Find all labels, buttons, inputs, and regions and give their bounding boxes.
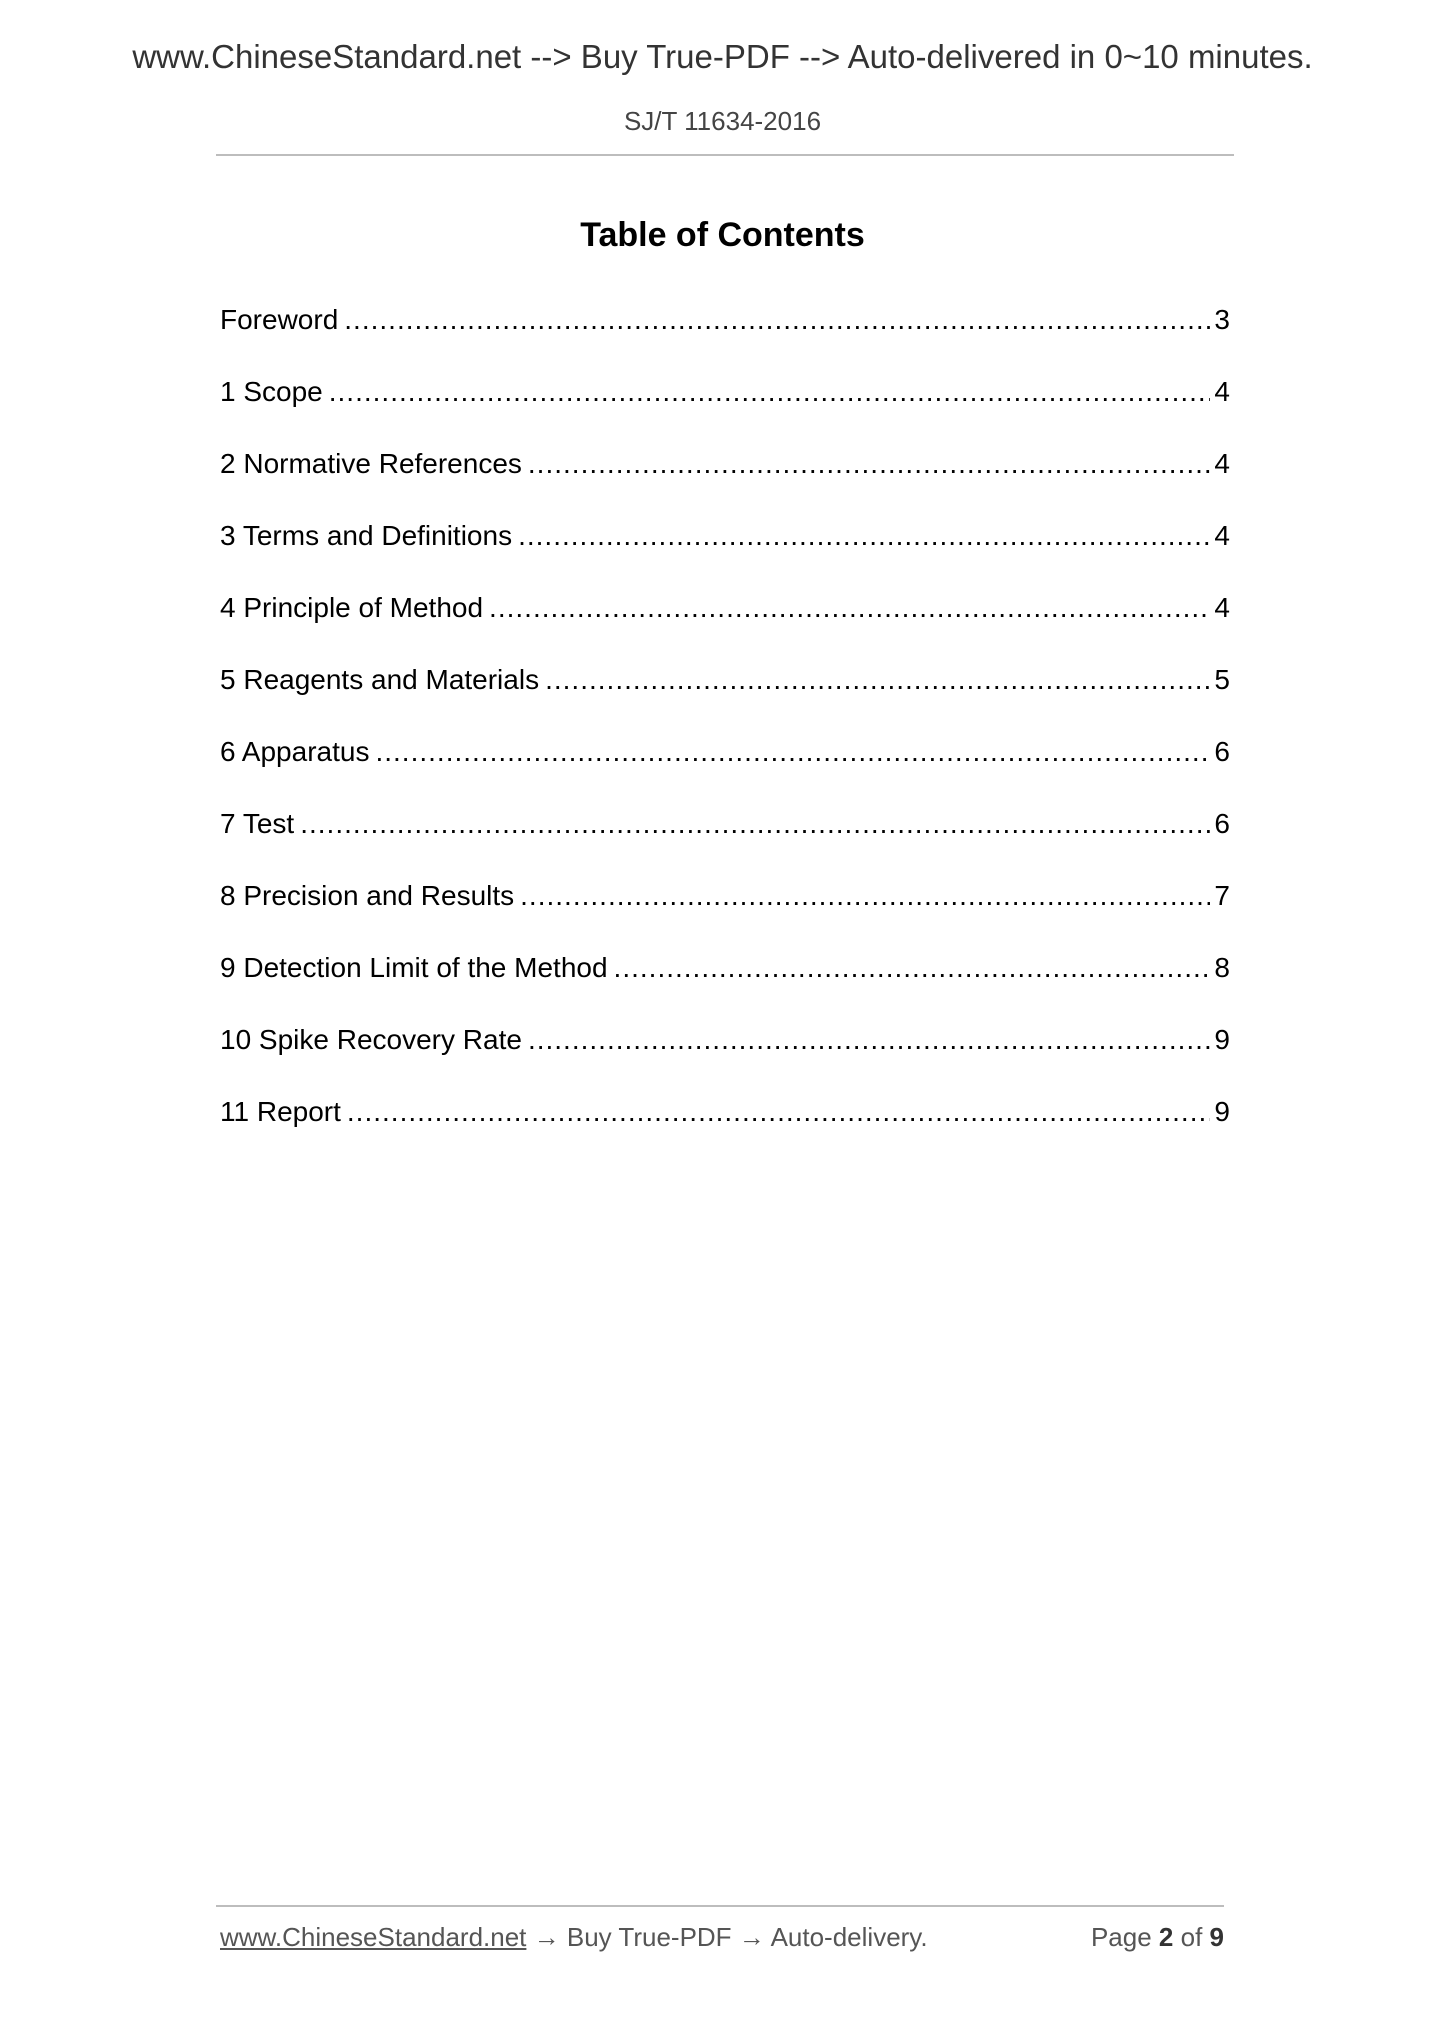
page-footer [220,1922,1224,1962]
total-page-count: 9 [1209,1922,1224,1952]
toc-entry-page: 4 [1214,520,1230,551]
toc-entry-precision-and-results[interactable] [220,876,1230,948]
toc-entry-label: 10 Spike Recovery Rate [220,1024,522,1055]
toc-entry-foreword[interactable] [220,300,1230,372]
toc-entry-label: 2 Normative References [220,448,522,479]
toc-entry-test[interactable] [220,804,1230,876]
toc-entry-page: 4 [1214,376,1230,407]
header-divider [216,154,1234,156]
page-indicator [1091,1922,1224,1953]
toc-entry-detection-limit[interactable] [220,948,1230,1020]
current-page-number: 2 [1158,1922,1174,1952]
footer-site-link[interactable]: www.ChineseStandard.net [220,1922,527,1952]
footer-promo [220,1922,928,1953]
toc-entry-spike-recovery-rate[interactable] [220,1020,1230,1092]
footer-tagline: → Buy True-PDF → Auto-delivery. [526,1922,928,1952]
toc-entry-label: 11 Report [220,1096,341,1127]
dot-leader [528,1020,1210,1060]
toc-title: Table of Contents [580,216,865,254]
toc-entry-label: 3 Terms and Definitions [220,520,513,551]
toc-entry-page: 8 [1214,952,1230,983]
footer-divider [216,1905,1224,1907]
dot-leader [329,372,1211,412]
toc-entry-label: 7 Test [220,808,295,839]
toc-entry-page: 5 [1214,664,1230,695]
of-word: of [1180,1922,1203,1952]
toc-entry-label: 6 Apparatus [220,736,370,767]
toc-entry-page: 6 [1214,736,1230,767]
dot-leader [528,444,1211,484]
dot-leader [375,732,1210,772]
toc-entry-label: 5 Reagents and Materials [220,664,540,695]
toc-entry-label: 9 Detection Limit of the Method [220,952,608,983]
toc-entry-report[interactable] [220,1092,1230,1164]
table-of-contents [220,300,1230,1164]
toc-entry-scope[interactable] [220,372,1230,444]
toc-entry-label: 4 Principle of Method [220,592,484,623]
toc-entry-page: 4 [1214,448,1230,479]
toc-entry-terms-and-definitions[interactable] [220,516,1230,588]
toc-entry-page: 9 [1214,1024,1230,1055]
toc-entry-apparatus[interactable] [220,732,1230,804]
dot-leader [520,876,1210,916]
dot-leader [614,948,1211,988]
document-code: SJ/T 11634-2016 [623,106,822,136]
toc-entry-normative-references[interactable] [220,444,1230,516]
dot-leader [347,1092,1211,1132]
dot-leader [489,588,1210,628]
dot-leader [545,660,1210,700]
toc-entry-page: 6 [1214,808,1230,839]
toc-entry-page: 3 [1214,304,1230,335]
toc-entry-label: 1 Scope [220,376,323,407]
dot-leader [344,300,1210,340]
toc-entry-page: 4 [1214,592,1230,623]
dot-leader [300,804,1210,844]
site-banner: www.ChineseStandard.net --> Buy True-PDF --> Auto-delivered in 0~10 minutes. [132,38,1313,75]
toc-entry-page: 7 [1214,880,1230,911]
toc-entry-label: 8 Precision and Results [220,880,515,911]
toc-entry-principle-of-method[interactable] [220,588,1230,660]
page-word: Page [1090,1922,1152,1952]
toc-entry-page: 9 [1214,1096,1230,1127]
toc-entry-reagents-and-materials[interactable] [220,660,1230,732]
dot-leader [518,516,1210,556]
toc-entry-label: Foreword [220,304,339,335]
